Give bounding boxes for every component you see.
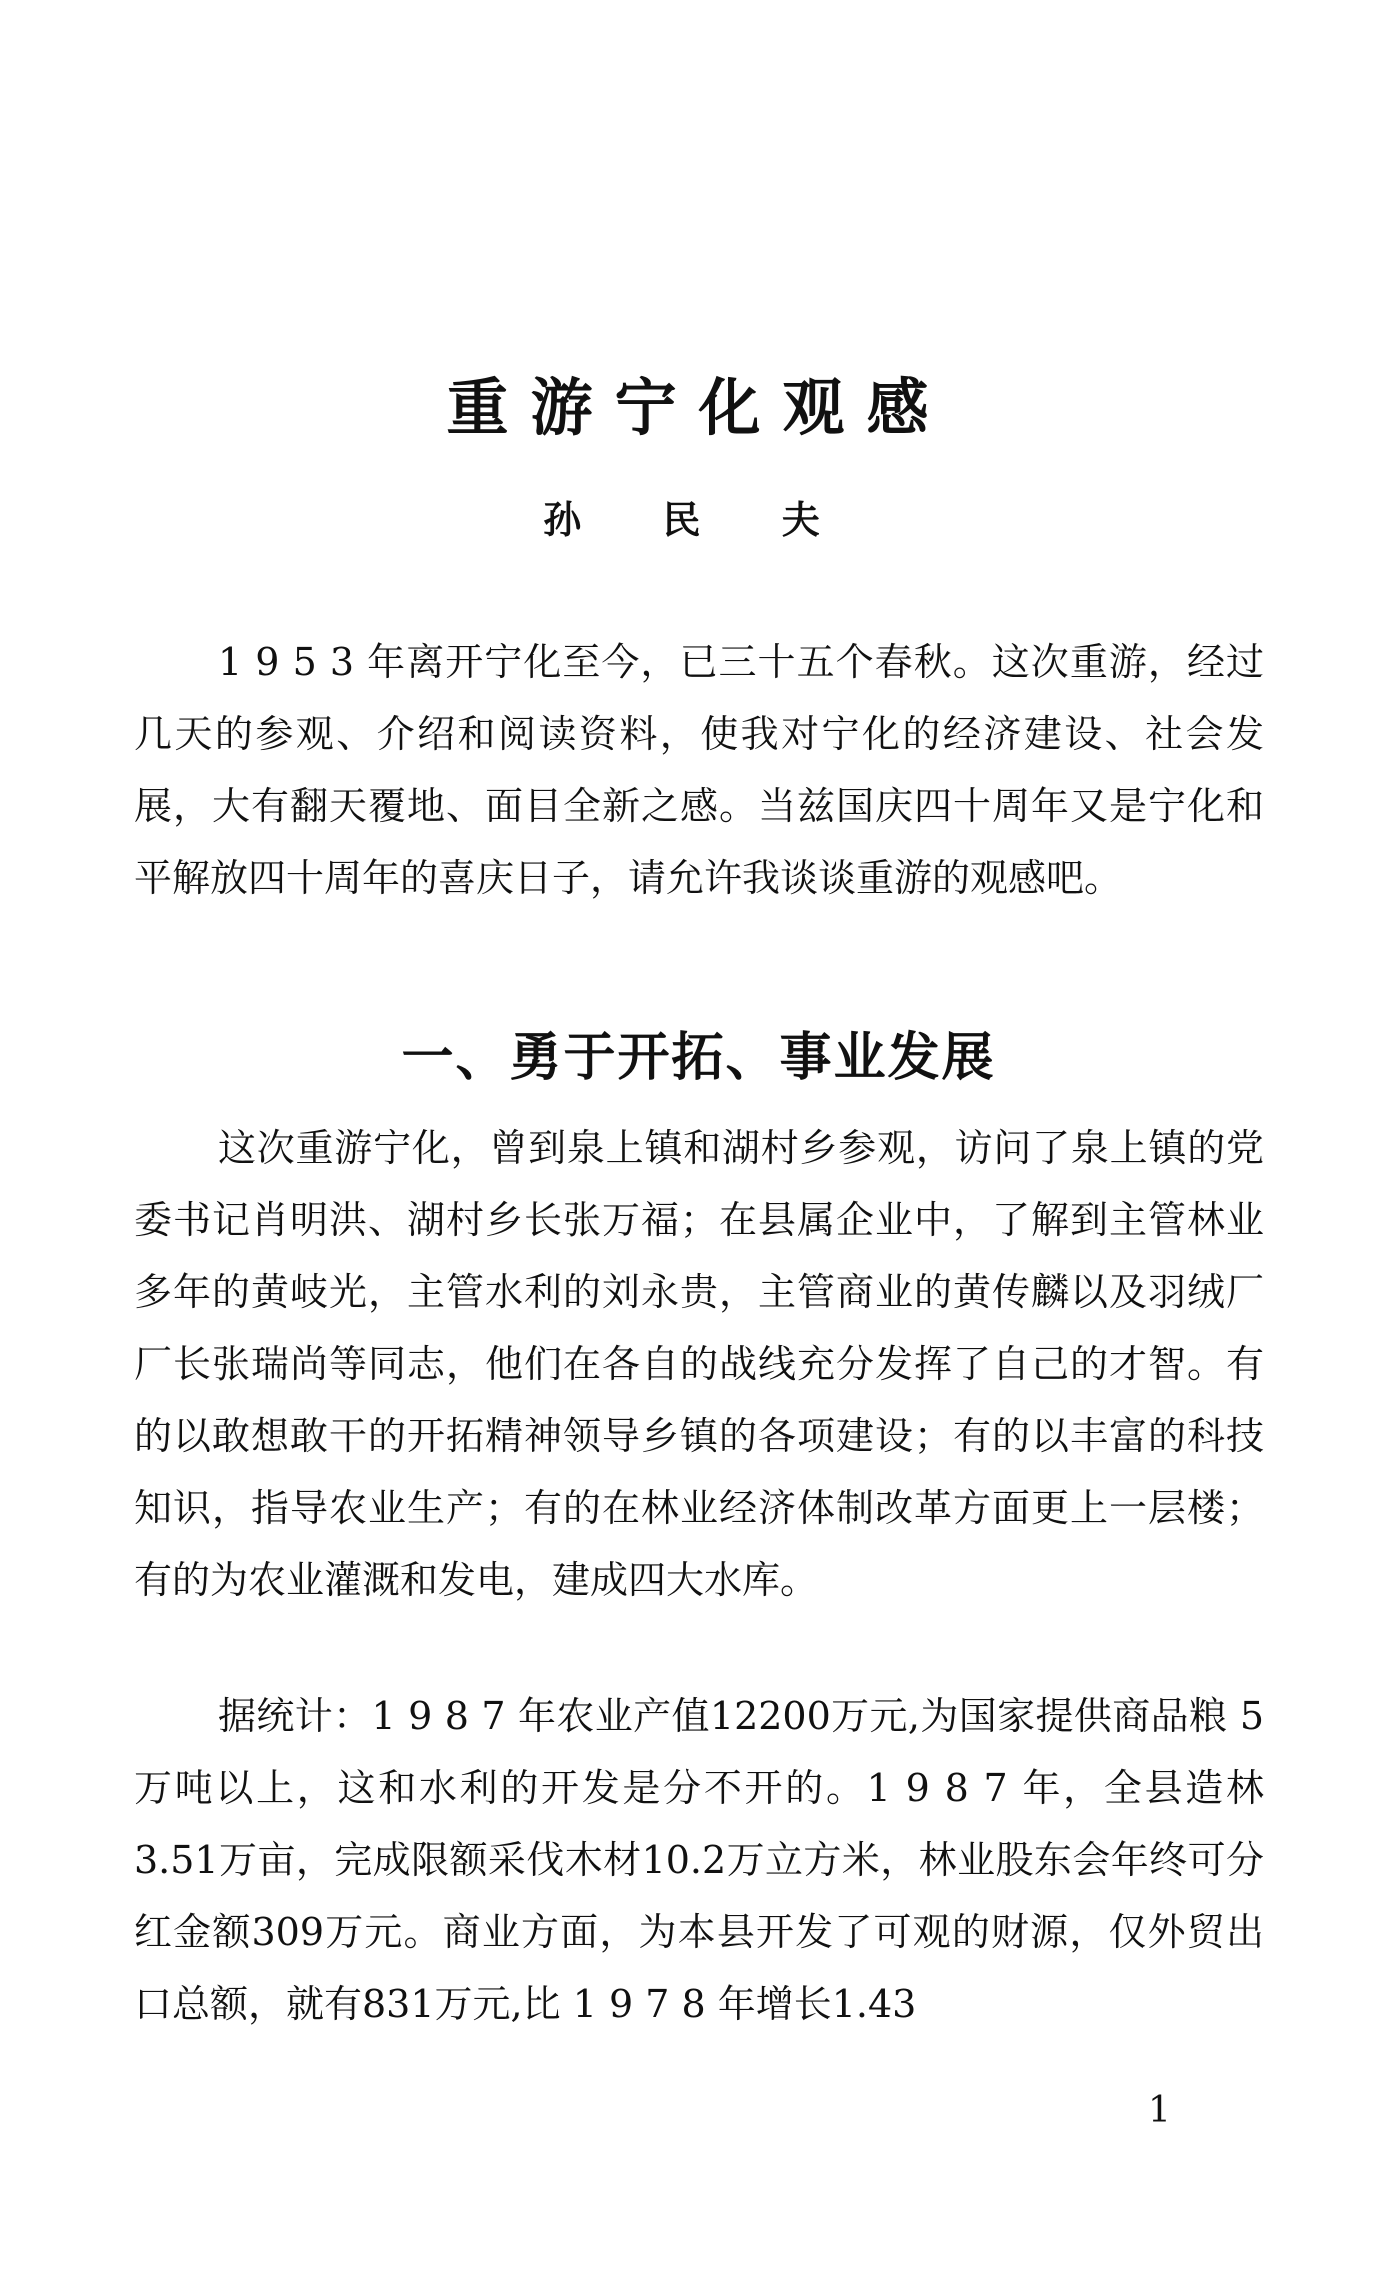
article-title: 重游宁化观感 [446,371,951,444]
article-author: 孙 民 夫 [543,497,854,542]
section-heading: 一、勇于开拓、事业发展 [401,1027,996,1088]
intro-paragraph: 1 9 5 3 年离开宁化至今，已三十五个春秋。这次重游，经过几天的参观、介绍和阅读资料，使我对宁化的经济建设、社会发展，大有翻天覆地、面目全新之感。当兹国庆四十周年又是宁化和平解放四十周年的喜庆日子，请允许我谈谈重游的观感吧。 [134,640,1264,900]
section-paragraph-2: 据统计：1 9 8 7 年农业产值12200万元,为国家提供商品粮 5 万吨以上，这和水利的开发是分不开的。1 9 8 7 年，全县造林3.51万亩，完成限额采伐木材10.2万立方米，林业股东会年终可分红金额309万元。商业方面，为本县开发了可观的财源，仅外贸出口总额，就有831万元,比 1 9 7 8 年增长1.43 [134,1694,1264,2026]
section-paragraph-1: 这次重游宁化，曾到泉上镇和湖村乡参观，访问了泉上镇的党委书记肖明洪、湖村乡长张万福；在县属企业中，了解到主管林业多年的黄岐光，主管水利的刘永贵，主管商业的黄传麟以及羽绒厂厂长张瑞尚等同志，他们在各自的战线充分发挥了自己的才智。有的以敢想敢干的开拓精神领导乡镇的各项建设；有的以丰富的科技知识，指导农业生产；有的在林业经济体制改革方面更上一层楼；有的为农业灌溉和发电，建成四大水库。 [134,1126,1264,1602]
page-number: 1 [1148,2090,1171,2131]
